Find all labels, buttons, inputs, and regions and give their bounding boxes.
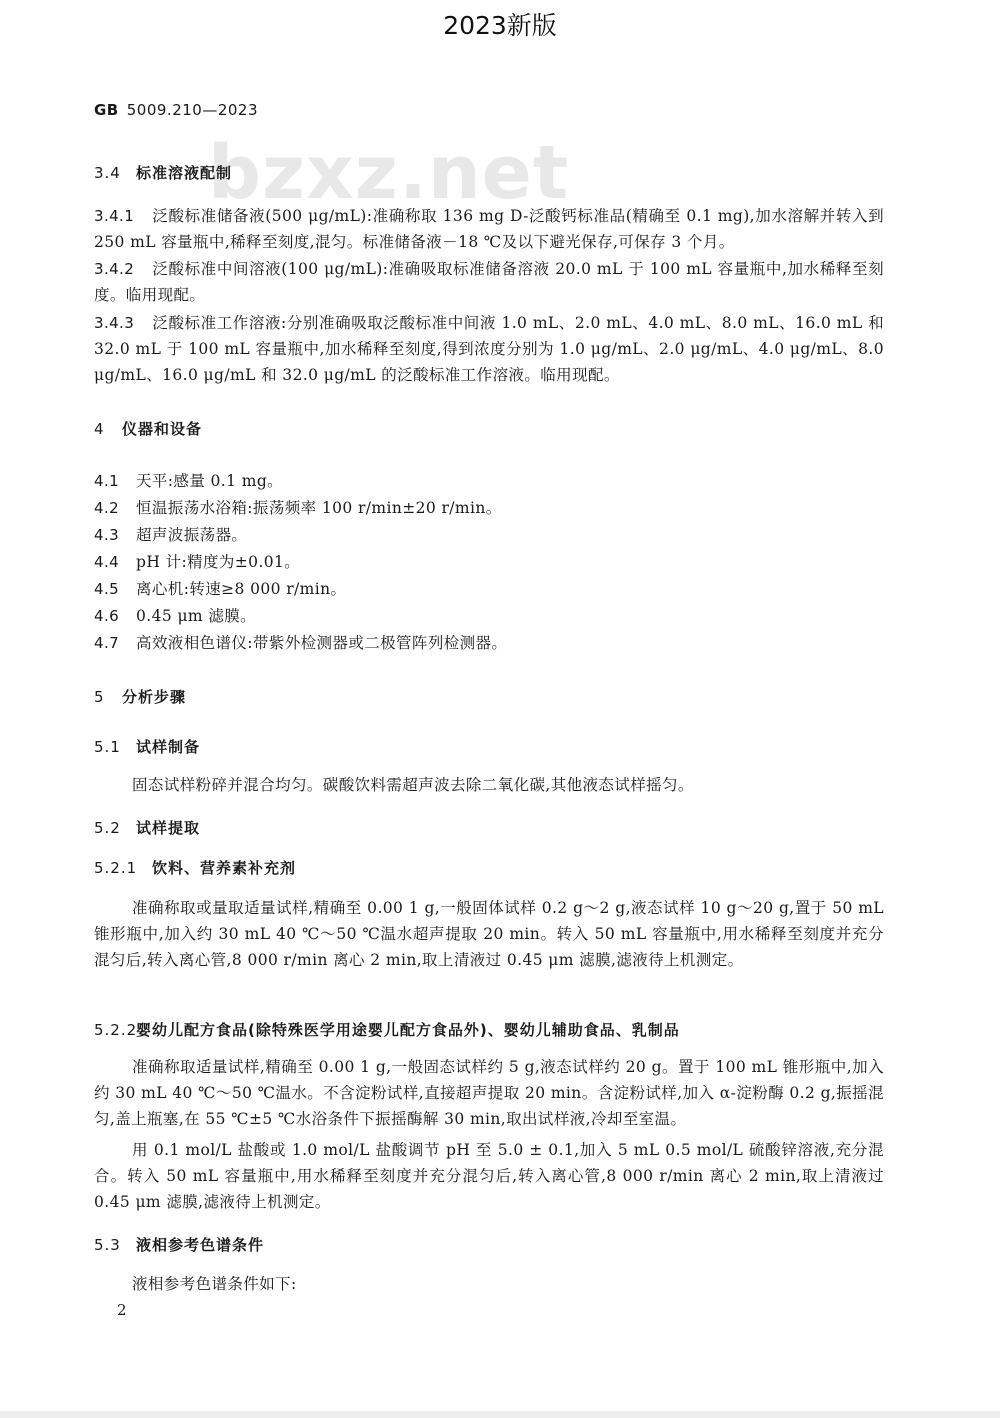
edition-banner: 2023新版: [443, 11, 557, 40]
standard-code: [94, 101, 258, 119]
clause-text: 泛酸标准工作溶液:分别准确吸取泛酸标准中间液 1.0 mL、2.0 mL、4.0 mL、8.0 mL、16.0 mL 和 32.0 mL 于 100 mL 容量瓶中,加水稀释至刻度,得到浓度分别为 1.0 μg/mL、2.0 μg/mL、4.0 μg/mL、8.0 μg/mL、16.0 μg/mL 和 32.0 μg/mL 的泛酸标准工作溶液。临用现配。: [94, 314, 884, 384]
item-number: 4.2: [94, 499, 120, 517]
clause-number: 3.4.2: [94, 260, 135, 278]
item-number: 4.6: [94, 607, 120, 625]
section-heading-5-2-2: [94, 1019, 680, 1040]
clause-3-4-2: [94, 256, 884, 308]
item-number: 4.5: [94, 580, 120, 598]
equipment-item: [94, 549, 300, 575]
section-number: 5.2: [94, 819, 121, 837]
section-title: 试样提取: [136, 819, 201, 837]
section-number: 5.2.1: [94, 859, 138, 877]
section-heading-5-2: [94, 817, 200, 838]
item-text: 离心机:转速≥8 000 r/min。: [136, 580, 347, 598]
section-title: 分析步骤: [122, 688, 187, 706]
item-text: 超声波振荡器。: [136, 526, 248, 544]
section-number: 3.4: [94, 164, 121, 182]
section-number: 4: [94, 420, 105, 438]
clause-3-4-1: [94, 203, 884, 255]
section-title: 液相参考色谱条件: [136, 1236, 265, 1254]
clause-3-4-3: [94, 310, 884, 388]
item-text: 高效液相色谱仪:带紫外检测器或二极管阵列检测器。: [136, 634, 508, 652]
section-heading-5-1: [94, 736, 200, 757]
item-text: pH 计:精度为±0.01。: [136, 553, 301, 571]
item-number: 4.3: [94, 526, 120, 544]
item-text: 恒温振荡水浴箱:振荡频率 100 r/min±20 r/min。: [136, 499, 502, 517]
section-heading-5: [94, 686, 186, 707]
clause-number: 3.4.3: [94, 314, 135, 332]
section-number: 5: [94, 688, 105, 706]
section-number: 5.2.2: [94, 1021, 138, 1039]
clause-number: 3.4.1: [94, 207, 135, 225]
equipment-item: [94, 630, 507, 656]
section-heading-3-4: [94, 162, 232, 183]
page-number: 2: [117, 1301, 127, 1319]
equipment-item: [94, 495, 502, 521]
paragraph-5-2-1: 准确称取或量取适量试样,精确至 0.00 1 g,一般固体试样 0.2 g～2 g,液态试样 10 g～20 g,置于 50 mL 锥形瓶中,加入约 30 mL 40 ℃～50 ℃温水超声提取 20 min。转入 50 mL 容量瓶中,用水稀释至刻度并充分混匀后,转入离心管,8 000 r/min 离心 2 min,取上清液过 0.45 μm 滤膜,滤液待上机测定。: [94, 899, 884, 969]
section-title: 饮料、营养素补充剂: [152, 859, 297, 877]
section-title: 试样制备: [136, 738, 201, 756]
section-title: 婴幼儿配方食品(除特殊医学用途婴儿配方食品外)、婴幼儿辅助食品、乳制品: [136, 1021, 680, 1039]
page-bottom-edge: [0, 1411, 1000, 1418]
item-text: 0.45 μm 滤膜。: [136, 607, 257, 625]
section-title: 标准溶液配制: [136, 164, 233, 182]
paragraph-5-1: 固态试样粉碎并混合均匀。碳酸饮料需超声波去除二氧化碳,其他液态试样摇匀。: [132, 776, 694, 794]
paragraph-5-2-2-b: 用 0.1 mol/L 盐酸或 1.0 mol/L 盐酸调节 pH 至 5.0 ± 0.1,加入 5 mL 0.5 mol/L 硫酸锌溶液,充分混合。转入 50 mL 容量瓶中,用水稀释至刻度并充分混匀后,转入离心管,8 000 r/min 离心 2 min,取上清液过 0.45 μm 滤膜,滤液待上机测定。: [94, 1141, 884, 1211]
item-text: 天平:感量 0.1 mg。: [136, 472, 284, 490]
item-number: 4.4: [94, 553, 120, 571]
section-heading-5-2-1: [94, 857, 296, 878]
paragraph-5-3: 液相参考色谱条件如下:: [132, 1275, 297, 1293]
standard-number: 5009.210—2023: [126, 101, 258, 119]
standard-prefix: GB: [94, 101, 119, 119]
item-number: 4.7: [94, 634, 120, 652]
equipment-item: [94, 603, 256, 629]
item-number: 4.1: [94, 472, 120, 490]
clause-text: 泛酸标准中间溶液(100 μg/mL):准确吸取标准储备溶液 20.0 mL 于 100 mL 容量瓶中,加水稀释至刻度。临用现配。: [94, 260, 884, 304]
section-heading-4: [94, 418, 202, 439]
section-number: 5.3: [94, 1236, 121, 1254]
equipment-item: [94, 576, 346, 602]
section-title: 仪器和设备: [122, 420, 203, 438]
equipment-item: [94, 468, 283, 494]
clause-text: 泛酸标准储备液(500 μg/mL):准确称取 136 mg D-泛酸钙标准品(精确至 0.1 mg),加水溶解并转入到 250 mL 容量瓶中,稀释至刻度,混匀。标准储备液－18 ℃及以下避光保存,可保存 3 个月。: [94, 207, 884, 251]
section-number: 5.1: [94, 738, 121, 756]
paragraph-5-2-2-a: 准确称取适量试样,精确至 0.00 1 g,一般固态试样约 5 g,液态试样约 20 g。置于 100 mL 锥形瓶中,加入约 30 mL 40 ℃～50 ℃温水。不含淀粉试样,直接超声提取 20 min。含淀粉试样,加入 α-淀粉酶 0.2 g,振摇混匀,盖上瓶塞,在 55 ℃±5 ℃水浴条件下振摇酶解 30 min,取出试样液,冷却至室温。: [94, 1058, 884, 1128]
equipment-item: [94, 522, 247, 548]
section-heading-5-3: [94, 1234, 264, 1255]
watermark: bzxz.net: [208, 130, 570, 216]
